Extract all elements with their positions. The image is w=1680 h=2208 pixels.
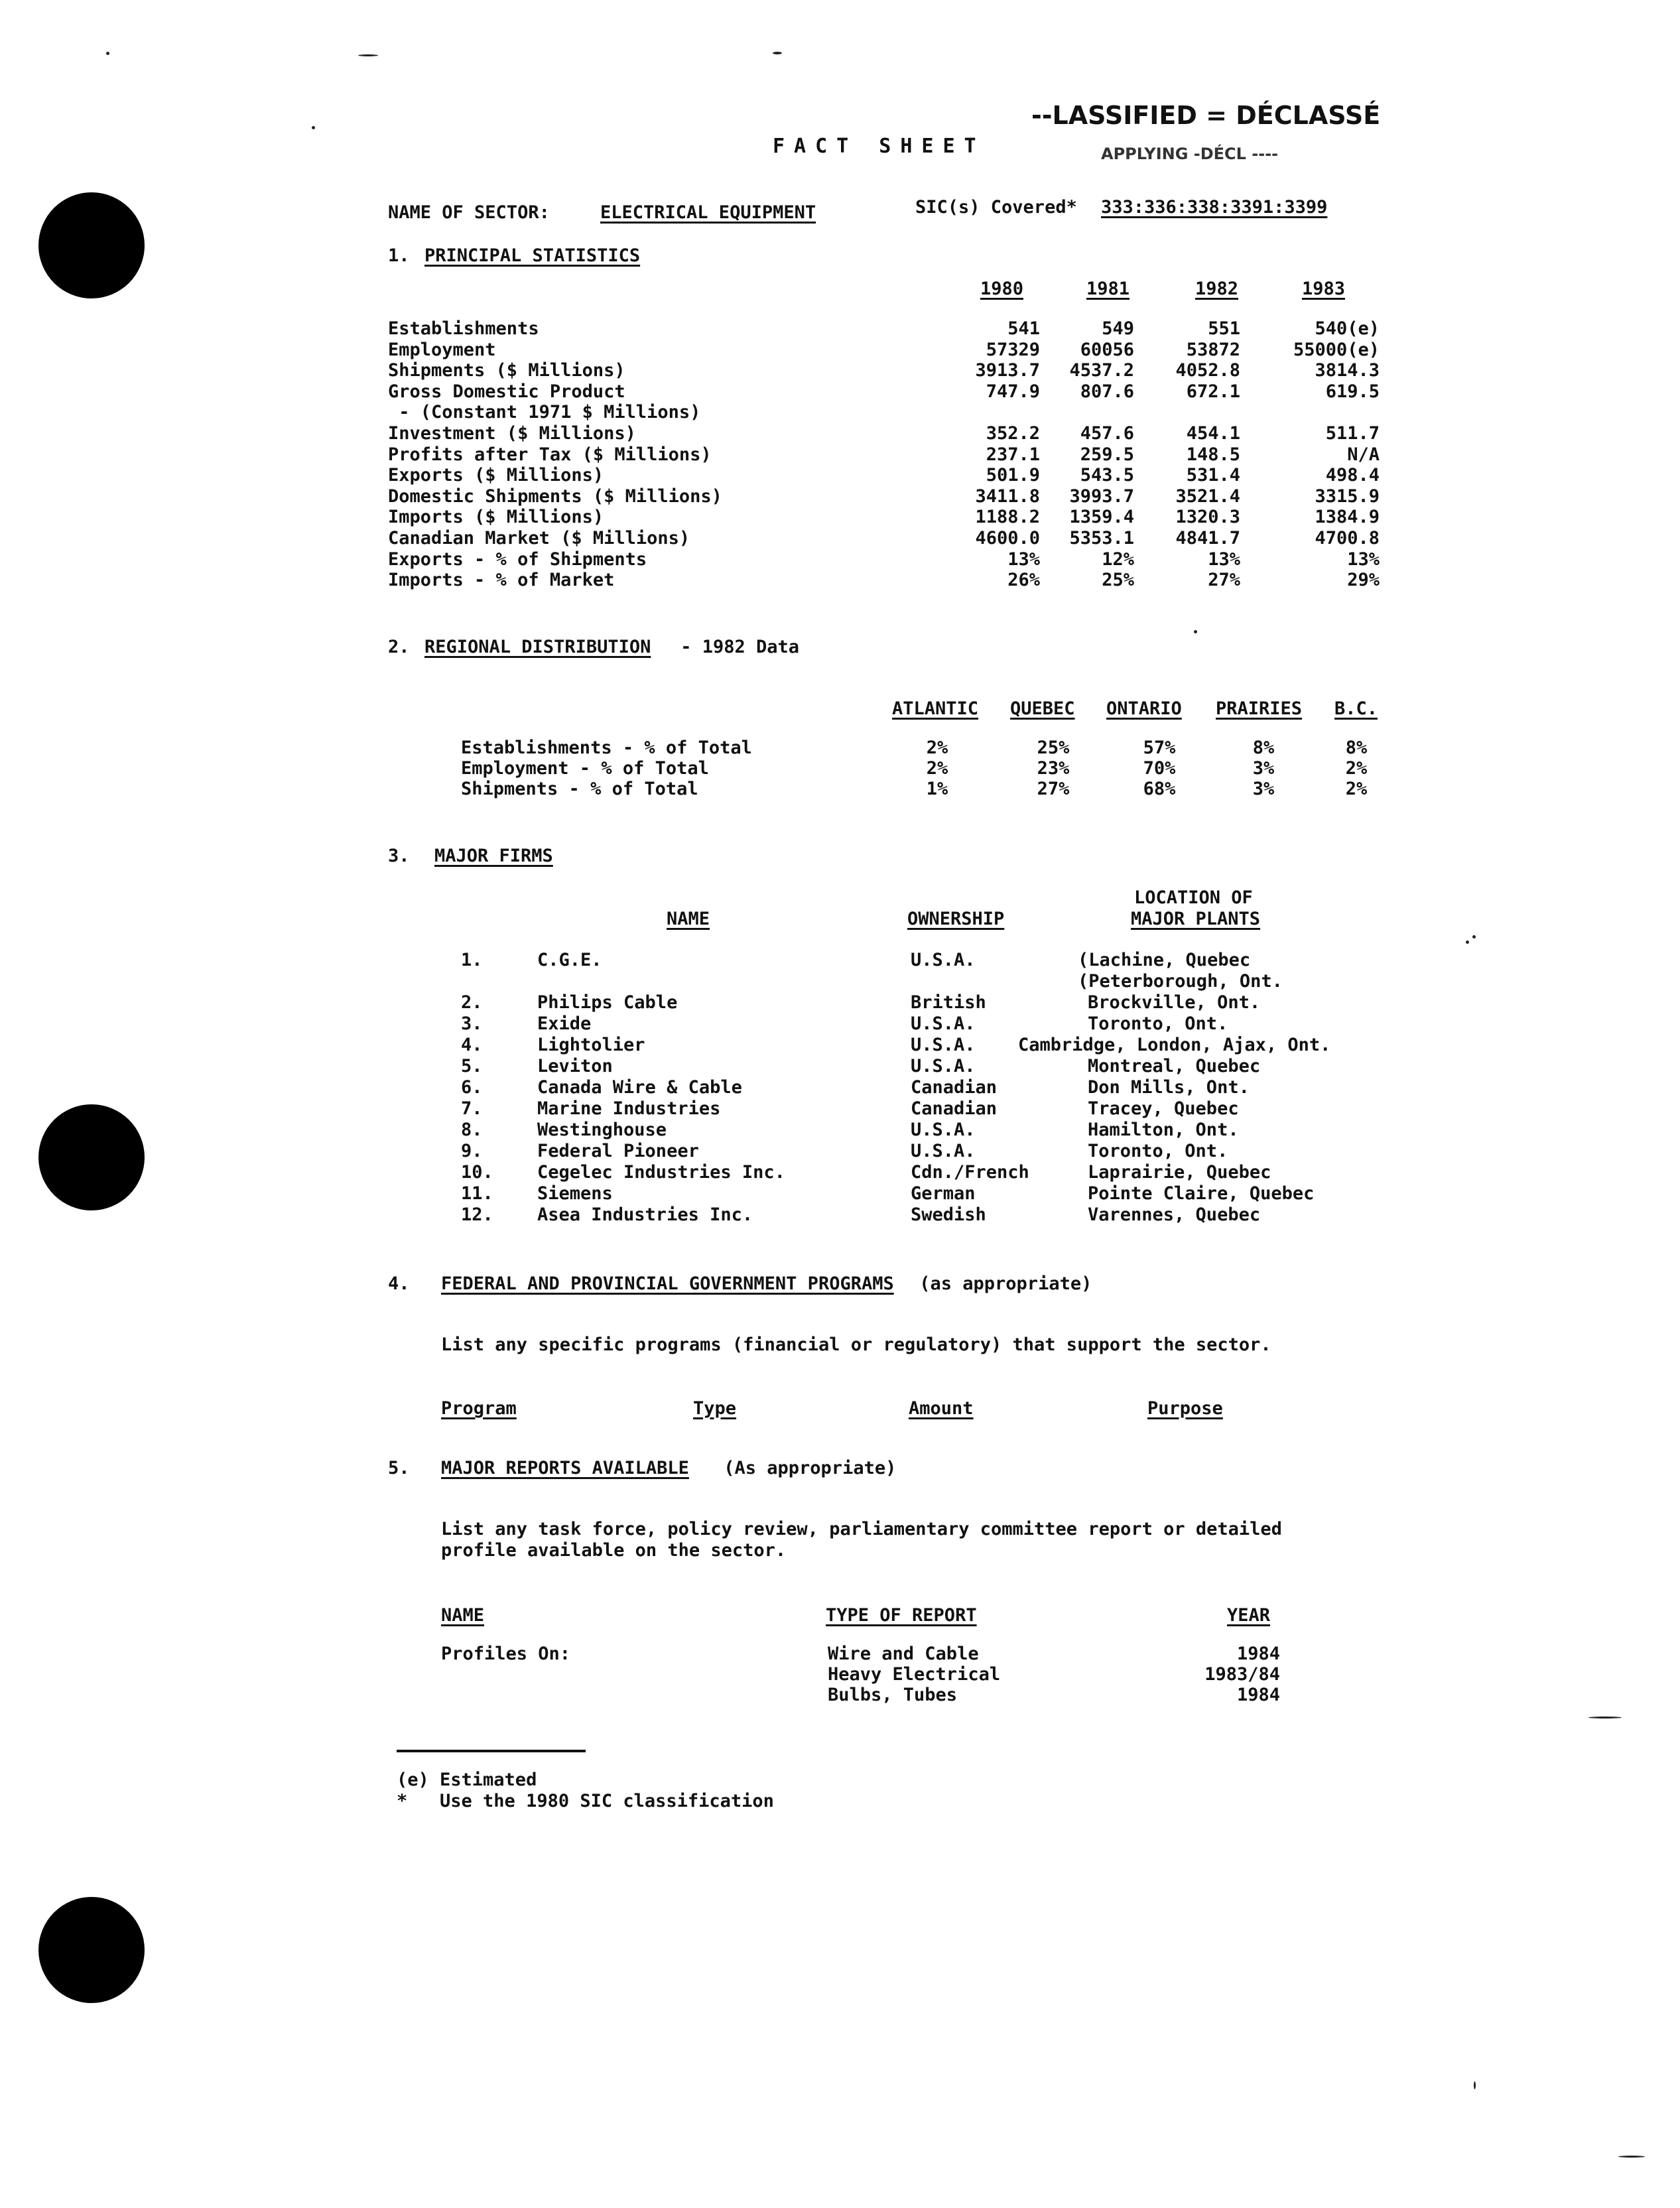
regional-cell: 2% (1345, 758, 1368, 779)
section-3-number: 3. (388, 846, 410, 866)
stat-cell: 1320.3 (1175, 507, 1240, 528)
stat-cell: 148.5 (1186, 444, 1240, 465)
scan-speck (312, 126, 315, 129)
section-4-number: 4. (388, 1273, 410, 1294)
stat-cell: 26% (1007, 570, 1040, 591)
sic-label: SIC(s) Covered* (915, 197, 1077, 218)
sector-label: NAME OF SECTOR: (388, 202, 550, 223)
stat-cell: 25% (1102, 570, 1134, 591)
stat-cell: 352.2 (986, 423, 1040, 444)
scan-speck (1618, 2156, 1645, 2158)
regional-cell: 8% (1345, 738, 1368, 758)
stat-row-label: Domestic Shipments ($ Millions) (388, 486, 722, 507)
firm-name: Cegelec Industries Inc. (537, 1162, 785, 1183)
stat-cell: 4841.7 (1175, 528, 1240, 549)
firm-ownership: Canadian (911, 1098, 998, 1119)
stat-cell: 498.4 (1325, 465, 1380, 486)
year-header: 1982 (1195, 279, 1238, 299)
firm-number: 1. (461, 950, 483, 970)
region-header: ONTARIO (1106, 698, 1182, 719)
firm-ownership: Canadian (911, 1077, 998, 1098)
firm-number: 12. (461, 1204, 493, 1225)
scan-speck (1472, 935, 1476, 939)
regional-cell: 1% (926, 779, 948, 799)
regional-row-label: Employment - % of Total (461, 758, 709, 779)
stat-row-label: Canadian Market ($ Millions) (388, 528, 690, 549)
section-1-heading: PRINCIPAL STATISTICS (424, 245, 641, 266)
report-year: 1983/84 (1204, 1664, 1280, 1685)
stat-cell: 540(e) (1315, 318, 1380, 339)
firm-location: Brockville, Ont. (1088, 992, 1261, 1013)
firm-name: C.G.E. (537, 950, 602, 970)
stat-row-label: - (Constant 1971 $ Millions) (388, 402, 701, 423)
stat-cell: 531.4 (1186, 465, 1240, 486)
regional-cell: 3% (1252, 779, 1275, 799)
firm-location: Varennes, Quebec (1088, 1204, 1261, 1225)
section-5-number: 5. (388, 1458, 410, 1478)
stat-cell: 3814.3 (1315, 360, 1380, 381)
regional-cell: 25% (1037, 738, 1070, 758)
stat-cell: 27% (1208, 570, 1240, 591)
firm-ownership: Cdn./French (911, 1162, 1029, 1183)
region-header: ATLANTIC (892, 698, 979, 719)
stat-row-label: Imports ($ Millions) (388, 507, 604, 528)
firm-location: Toronto, Ont. (1088, 1013, 1228, 1034)
stat-cell: 4537.2 (1069, 360, 1134, 381)
firm-location: Laprairie, Quebec (1088, 1162, 1271, 1183)
regional-cell: 23% (1037, 758, 1070, 779)
stat-cell: 4052.8 (1175, 360, 1240, 381)
firm-location: (Peterborough, Ont. (1078, 971, 1283, 992)
scan-speck (1588, 1717, 1622, 1719)
section-2-heading-suffix: - 1982 Data (670, 637, 800, 657)
stat-cell: 3521.4 (1175, 486, 1240, 507)
firm-location: Cambridge, London, Ajax, Ont. (1018, 1035, 1331, 1055)
firm-number: 5. (461, 1056, 483, 1076)
firm-name: Exide (537, 1013, 592, 1034)
stat-cell: 619.5 (1325, 381, 1380, 402)
stat-cell: 1359.4 (1069, 507, 1134, 528)
section-5-heading-suffix: (As appropriate) (713, 1458, 897, 1478)
stat-cell: 807.6 (1080, 381, 1134, 402)
firm-ownership: Swedish (911, 1204, 986, 1225)
region-header: PRAIRIES (1216, 698, 1303, 719)
report-type: Heavy Electrical (828, 1664, 1001, 1685)
firm-ownership: U.S.A. (911, 1056, 976, 1076)
stat-row-label: Employment (388, 339, 496, 360)
section-2-heading: REGIONAL DISTRIBUTION (424, 637, 651, 657)
programs-col-purpose: Purpose (1147, 1398, 1223, 1419)
footnote-rule (397, 1750, 586, 1752)
firm-ownership: U.S.A. (911, 1120, 976, 1140)
firm-number: 8. (461, 1120, 483, 1140)
section-1-number: 1. (388, 245, 410, 266)
firm-number: 11. (461, 1183, 493, 1204)
firms-col-ownership: OWNERSHIP (907, 909, 1005, 929)
stat-cell: 53872 (1186, 339, 1240, 360)
firms-col-location-line1: LOCATION OF (1134, 887, 1253, 908)
regional-cell: 57% (1143, 738, 1176, 758)
regional-cell: 70% (1143, 758, 1176, 779)
section-5-heading: MAJOR REPORTS AVAILABLE (441, 1458, 689, 1478)
firm-name: Philips Cable (537, 992, 678, 1013)
footnote-estimated: (e) Estimated (397, 1770, 537, 1790)
firm-number: 7. (461, 1098, 483, 1119)
stat-cell: 543.5 (1080, 465, 1134, 486)
report-year: 1984 (1236, 1644, 1280, 1664)
scan-speck (1474, 2081, 1476, 2089)
stat-row-label: Investment ($ Millions) (388, 423, 636, 444)
stat-cell: 551 (1208, 318, 1240, 339)
firm-name: Marine Industries (537, 1098, 721, 1119)
section-3-heading: MAJOR FIRMS (434, 846, 553, 866)
firm-ownership: U.S.A. (911, 1141, 976, 1161)
stat-row-label: Establishments (388, 318, 539, 339)
firm-name: Lightolier (537, 1035, 645, 1055)
firm-number: 9. (461, 1141, 483, 1161)
region-header: B.C. (1334, 698, 1378, 719)
declassified-stamp-subtext: APPLYING -DÉCL ---- (1101, 145, 1279, 163)
programs-col-type: Type (693, 1398, 737, 1419)
document-title: FACT SHEET (773, 135, 986, 158)
scan-speck (1194, 630, 1197, 633)
stat-row-label: Profits after Tax ($ Millions) (388, 444, 712, 465)
regional-cell: 27% (1037, 779, 1070, 799)
stat-cell: 747.9 (986, 381, 1040, 402)
stat-row-label: Shipments ($ Millions) (388, 360, 625, 381)
firms-col-name: NAME (667, 909, 710, 929)
sic-value: 333:336:338:3391:3399 (1101, 197, 1328, 218)
stat-cell: 12% (1102, 549, 1134, 570)
stat-cell: 501.9 (986, 465, 1040, 486)
regional-cell: 3% (1252, 758, 1275, 779)
scan-speck (773, 52, 782, 54)
region-header: QUEBEC (1010, 698, 1075, 719)
firm-location: (Lachine, Quebec (1078, 950, 1251, 970)
stat-cell: 5353.1 (1069, 528, 1134, 549)
section-4-instruction: List any specific programs (financial or regulatory) that support the sector. (441, 1334, 1271, 1355)
firm-name: Leviton (537, 1056, 613, 1076)
stat-cell: 57329 (986, 339, 1040, 360)
firm-number: 10. (461, 1162, 493, 1183)
firm-location: Toronto, Ont. (1088, 1141, 1228, 1161)
section-4-heading-suffix: (as appropriate) (909, 1273, 1092, 1294)
firm-name: Canada Wire & Cable (537, 1077, 742, 1098)
stat-cell: N/A (1347, 444, 1380, 465)
reports-col-type: TYPE OF REPORT (826, 1605, 977, 1626)
firm-number: 2. (461, 992, 483, 1013)
stat-cell: 29% (1347, 570, 1380, 591)
firm-ownership: British (911, 992, 986, 1013)
firm-name: Westinghouse (537, 1120, 667, 1140)
regional-cell: 2% (926, 758, 948, 779)
year-header: 1983 (1301, 279, 1345, 299)
stat-row-label: Exports ($ Millions) (388, 465, 604, 486)
stat-cell: 259.5 (1080, 444, 1134, 465)
stat-cell: 55000(e) (1293, 339, 1380, 360)
stat-cell: 3913.7 (975, 360, 1040, 381)
firm-number: 6. (461, 1077, 483, 1098)
punch-hole-bottom (38, 1897, 145, 2003)
stat-cell: 454.1 (1186, 423, 1240, 444)
programs-col-amount: Amount (909, 1398, 974, 1419)
firm-number: 4. (461, 1035, 483, 1055)
firms-col-location-line2: MAJOR PLANTS (1131, 909, 1261, 929)
footnote-sic: * Use the 1980 SIC classification (397, 1791, 774, 1811)
firm-name: Federal Pioneer (537, 1141, 699, 1161)
stat-cell: 237.1 (986, 444, 1040, 465)
regional-cell: 2% (1345, 779, 1368, 799)
regional-cell: 8% (1252, 738, 1275, 758)
stat-cell: 4700.8 (1315, 528, 1380, 549)
report-type: Bulbs, Tubes (828, 1685, 958, 1705)
stat-cell: 60056 (1080, 339, 1134, 360)
declassified-stamp: --LASSIFIED = DÉCLASSÉ (1031, 101, 1381, 130)
stat-row-label: Exports - % of Shipments (388, 549, 647, 570)
scan-speck (106, 52, 109, 55)
reports-col-year: YEAR (1227, 1605, 1271, 1626)
section-2-number: 2. (388, 637, 410, 657)
firm-location: Hamilton, Ont. (1088, 1120, 1239, 1140)
firm-location: Don Mills, Ont. (1088, 1077, 1250, 1098)
firm-location: Montreal, Quebec (1088, 1056, 1261, 1076)
stat-cell: 1384.9 (1315, 507, 1380, 528)
programs-col-program: Program (441, 1398, 517, 1419)
firm-ownership: German (911, 1183, 976, 1204)
firm-name: Siemens (537, 1183, 613, 1204)
year-header: 1981 (1086, 279, 1130, 299)
scan-speck (358, 54, 378, 56)
report-year: 1984 (1236, 1685, 1280, 1705)
stat-cell: 3315.9 (1315, 486, 1380, 507)
stat-cell: 4600.0 (975, 528, 1040, 549)
punch-hole-top (38, 192, 145, 298)
stat-cell: 13% (1208, 549, 1240, 570)
stat-cell: 672.1 (1186, 381, 1240, 402)
reports-col-name: NAME (441, 1605, 485, 1626)
stat-cell: 457.6 (1080, 423, 1134, 444)
regional-row-label: Establishments - % of Total (461, 738, 752, 758)
report-type: Wire and Cable (828, 1644, 979, 1664)
year-header: 1980 (980, 279, 1023, 299)
reports-name-value: Profiles On: (441, 1644, 571, 1664)
section-4-heading: FEDERAL AND PROVINCIAL GOVERNMENT PROGRAMS (441, 1273, 894, 1294)
stat-cell: 1188.2 (975, 507, 1040, 528)
regional-cell: 68% (1143, 779, 1176, 799)
stat-cell: 3993.7 (1069, 486, 1134, 507)
regional-cell: 2% (926, 738, 948, 758)
stat-row-label: Imports - % of Market (388, 570, 615, 591)
stat-cell: 13% (1347, 549, 1380, 570)
firm-name: Asea Industries Inc. (537, 1204, 753, 1225)
firm-location: Pointe Claire, Quebec (1088, 1183, 1315, 1204)
stat-cell: 541 (1007, 318, 1040, 339)
sector-value: ELECTRICAL EQUIPMENT (600, 202, 816, 223)
firm-ownership: U.S.A. (911, 1013, 976, 1034)
stat-cell: 13% (1007, 549, 1040, 570)
scan-speck (1466, 941, 1469, 944)
stat-row-label: Gross Domestic Product (388, 381, 625, 402)
section-5-instruction-line1: List any task force, policy review, parliamentary committee report or detailed (441, 1519, 1282, 1539)
firm-ownership: U.S.A. (911, 1035, 976, 1055)
section-5-instruction-line2: profile available on the sector. (441, 1540, 787, 1561)
regional-row-label: Shipments - % of Total (461, 779, 698, 799)
firm-location: Tracey, Quebec (1088, 1098, 1239, 1119)
stat-cell: 3411.8 (975, 486, 1040, 507)
firm-ownership: U.S.A. (911, 950, 976, 970)
stat-cell: 511.7 (1325, 423, 1380, 444)
stat-cell: 549 (1102, 318, 1134, 339)
firm-number: 3. (461, 1013, 483, 1034)
punch-hole-middle (38, 1104, 145, 1210)
